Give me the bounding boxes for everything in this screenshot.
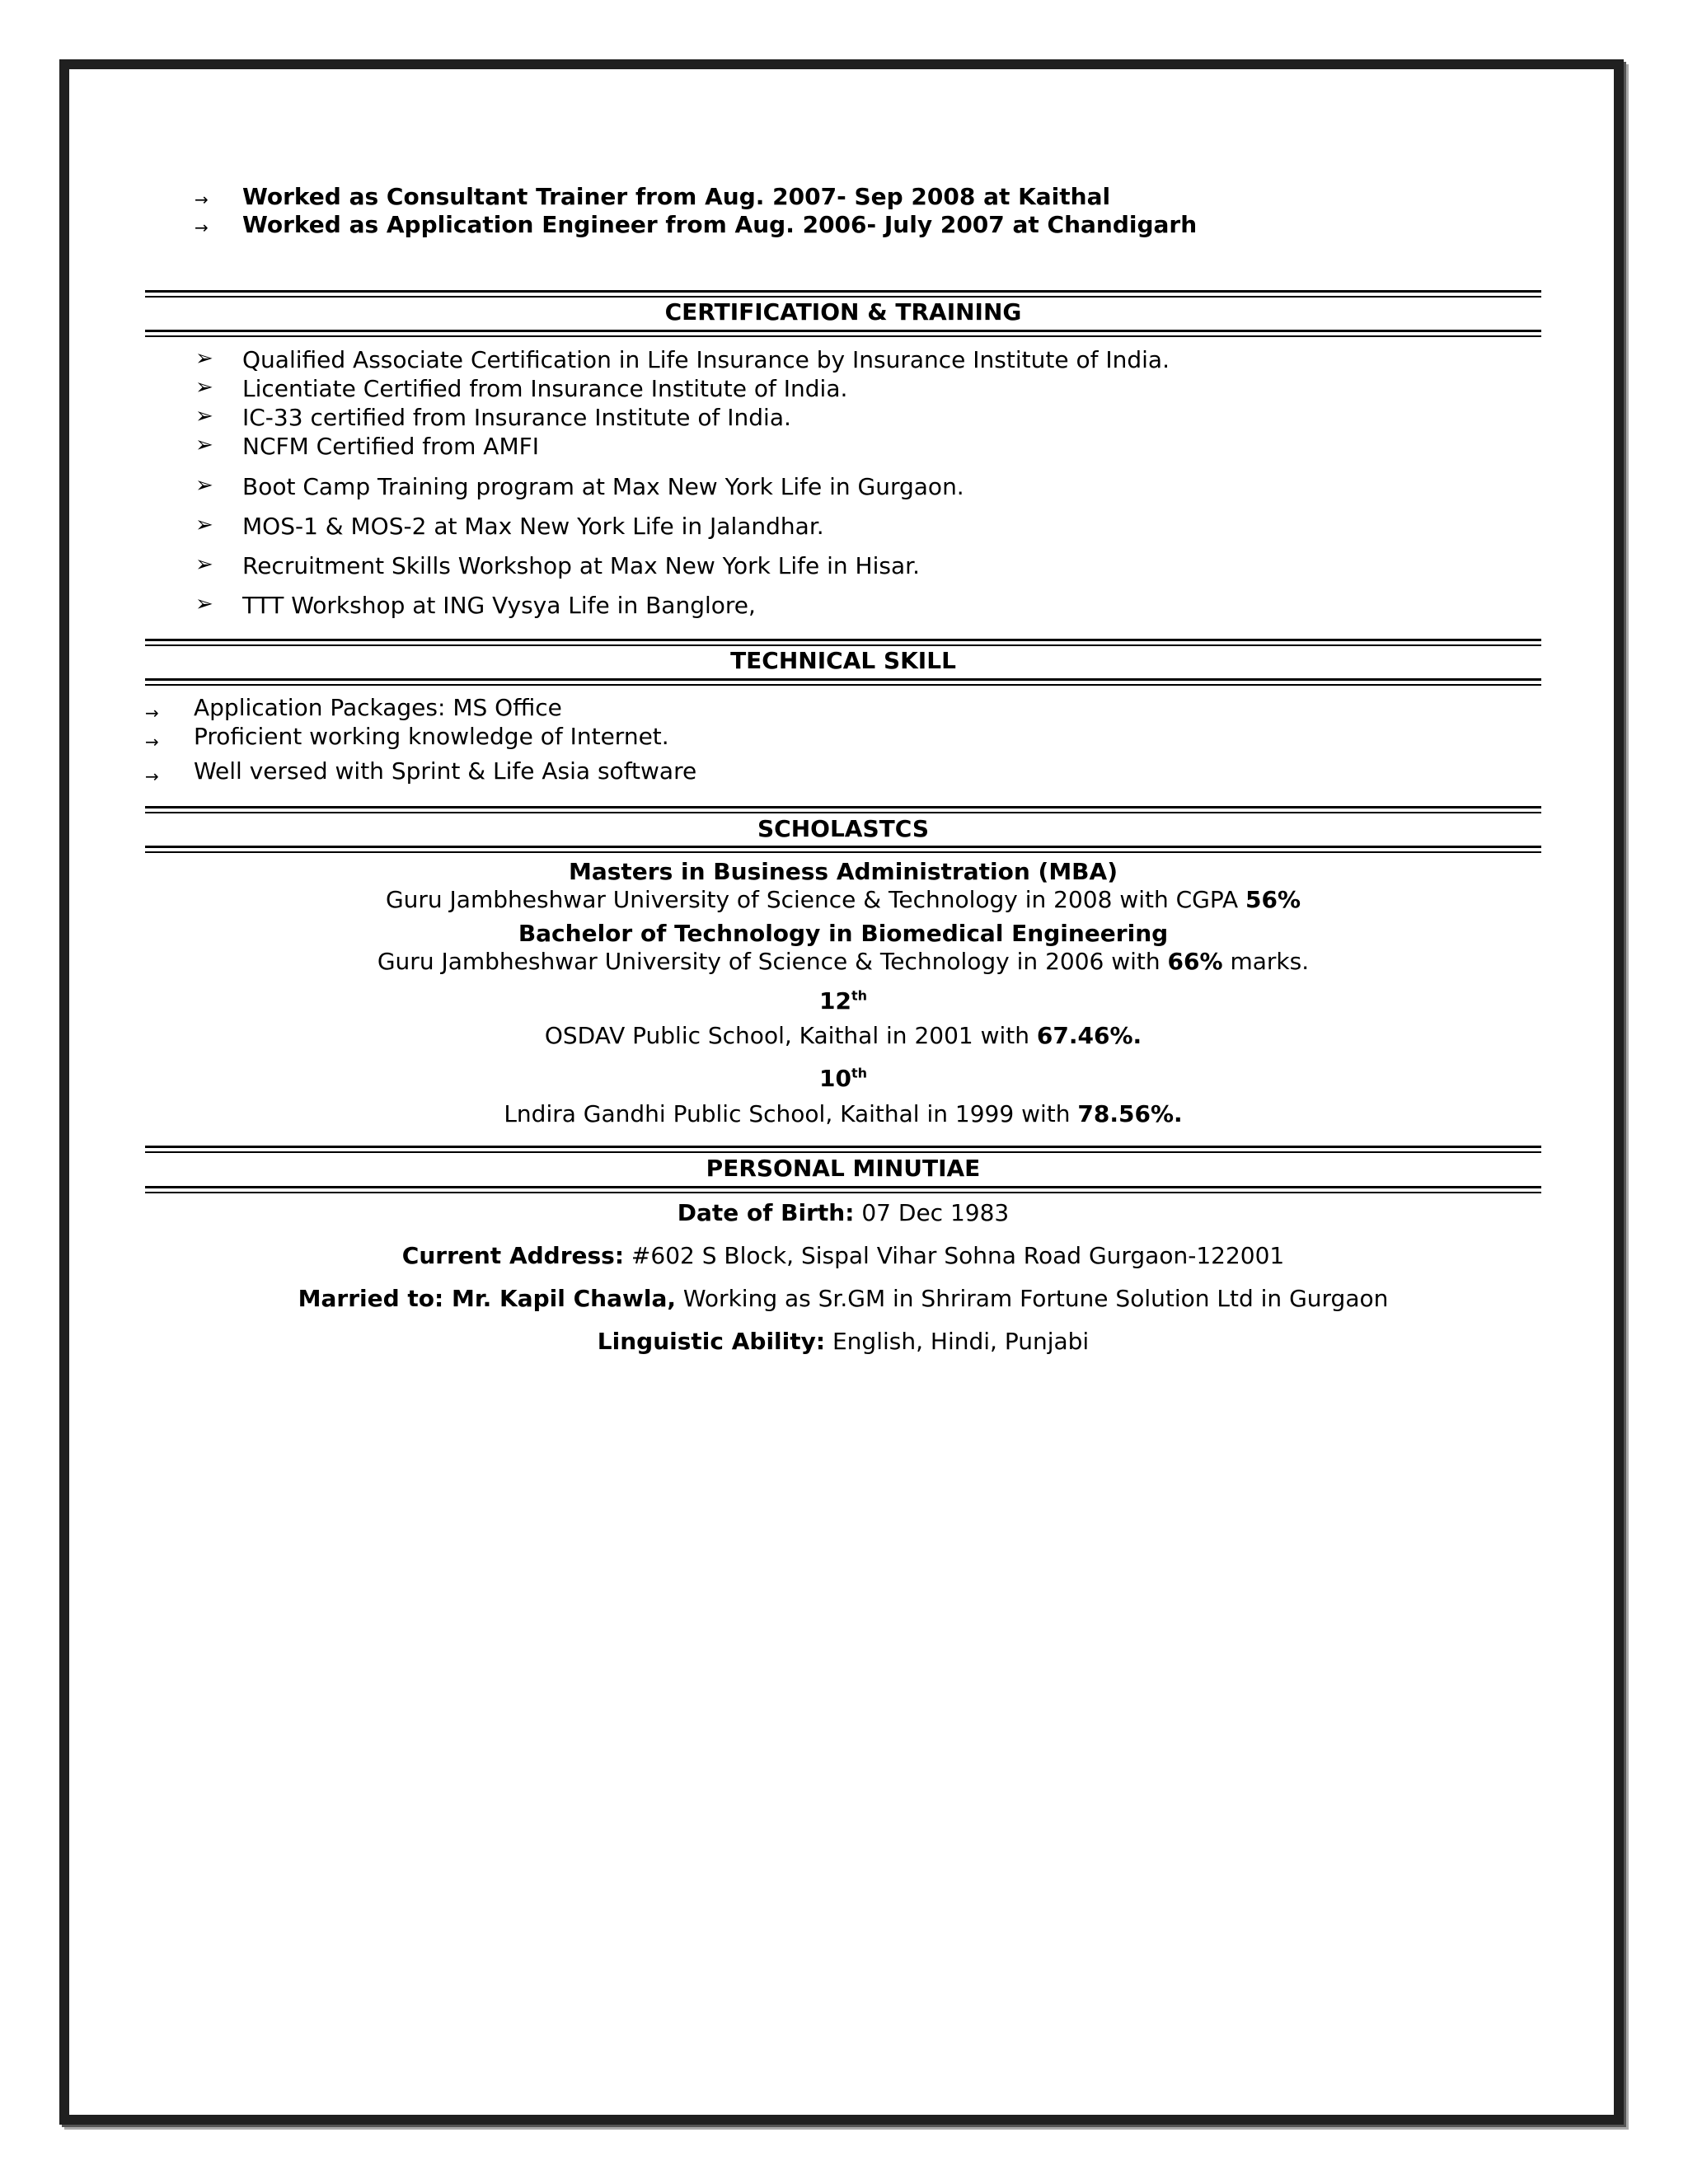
arrow-bullet-icon: →	[195, 190, 209, 209]
section-rule	[145, 1186, 1541, 1193]
tenth-detail: Lndira Gandhi Public School, Kaithal in 1999 with 78.56%.	[504, 1100, 1183, 1127]
certification-item: Recruitment Skills Workshop at Max New York Life in Hisar.	[242, 552, 920, 579]
tenth-score: 78.56%.	[1077, 1100, 1183, 1127]
btech-score: 66%	[1167, 948, 1223, 975]
degree-btech-detail: Guru Jambheshwar University of Science & Technology in 2006 with 66% marks.	[377, 948, 1310, 975]
linguistic-ability: Linguistic Ability: English, Hindi, Punjabi	[597, 1328, 1090, 1355]
chevron-bullet-icon: ➢	[195, 592, 213, 616]
section-title-technical: TECHNICAL SKILL	[730, 647, 956, 674]
skill-item: Application Packages: MS Office	[194, 694, 562, 721]
section-rule	[145, 639, 1541, 646]
arrow-bullet-icon: →	[145, 703, 159, 723]
chevron-bullet-icon: ➢	[195, 433, 213, 457]
section-rule	[145, 290, 1541, 298]
degree-mba: Masters in Business Administration (MBA)	[569, 858, 1118, 885]
chevron-bullet-icon: ➢	[195, 404, 213, 429]
date-of-birth: Date of Birth: 07 Dec 1983	[677, 1199, 1010, 1226]
arrow-bullet-icon: →	[145, 766, 159, 786]
arrow-bullet-icon: →	[195, 218, 209, 237]
level-tenth: 10th	[818, 1065, 867, 1092]
certification-item: Boot Camp Training program at Max New York Life in Gurgaon.	[242, 473, 964, 500]
degree-btech: Bachelor of Technology in Biomedical Engineering	[518, 920, 1169, 947]
section-rule	[145, 678, 1541, 686]
experience-item: Worked as Application Engineer from Aug. 2006- July 2007 at Chandigarh	[242, 211, 1198, 238]
level-twelfth: 12th	[818, 987, 867, 1015]
mba-score: 56%	[1245, 886, 1301, 913]
section-title-personal: PERSONAL MINUTIAE	[706, 1155, 981, 1182]
certification-item: MOS-1 & MOS-2 at Max New York Life in Jalandhar.	[242, 513, 824, 540]
section-rule	[145, 330, 1541, 337]
chevron-bullet-icon: ➢	[195, 552, 213, 577]
chevron-bullet-icon: ➢	[195, 346, 213, 371]
section-rule	[145, 846, 1541, 853]
current-address: Current Address: #602 S Block, Sispal Vihar Sohna Road Gurgaon-122001	[401, 1242, 1285, 1269]
married-to: Married to: Mr. Kapil Chawla, Working as Sr.GM in Shriram Fortune Solution Ltd in Gurgaon	[298, 1285, 1389, 1312]
certification-item: Qualified Associate Certification in Life Insurance by Insurance Institute of India.	[242, 346, 1170, 373]
chevron-bullet-icon: ➢	[195, 375, 213, 400]
skill-item: Proficient working knowledge of Internet.	[194, 723, 669, 750]
certification-item: IC-33 certified from Insurance Institute of India.	[242, 404, 791, 431]
twelfth-detail: OSDAV Public School, Kaithal in 2001 with 67.46%.	[544, 1022, 1142, 1049]
certification-item: NCFM Certified from AMFI	[242, 433, 539, 460]
section-rule	[145, 1146, 1541, 1153]
twelfth-score: 67.46%.	[1036, 1022, 1142, 1049]
section-title-certification: CERTIFICATION & TRAINING	[664, 298, 1022, 326]
section-title-scholastics: SCHOLASTCS	[757, 815, 929, 842]
arrow-bullet-icon: →	[145, 732, 159, 752]
certification-item: Licentiate Certified from Insurance Institute of India.	[242, 375, 848, 402]
chevron-bullet-icon: ➢	[195, 473, 213, 498]
experience-item: Worked as Consultant Trainer from Aug. 2007- Sep 2008 at Kaithal	[242, 183, 1111, 210]
skill-item: Well versed with Sprint & Life Asia software	[194, 757, 697, 785]
certification-item: TTT Workshop at ING Vysya Life in Banglore,	[242, 592, 756, 619]
degree-mba-detail: Guru Jambheshwar University of Science & Technology in 2008 with CGPA 56%	[385, 886, 1301, 913]
chevron-bullet-icon: ➢	[195, 513, 213, 537]
section-rule	[145, 806, 1541, 813]
